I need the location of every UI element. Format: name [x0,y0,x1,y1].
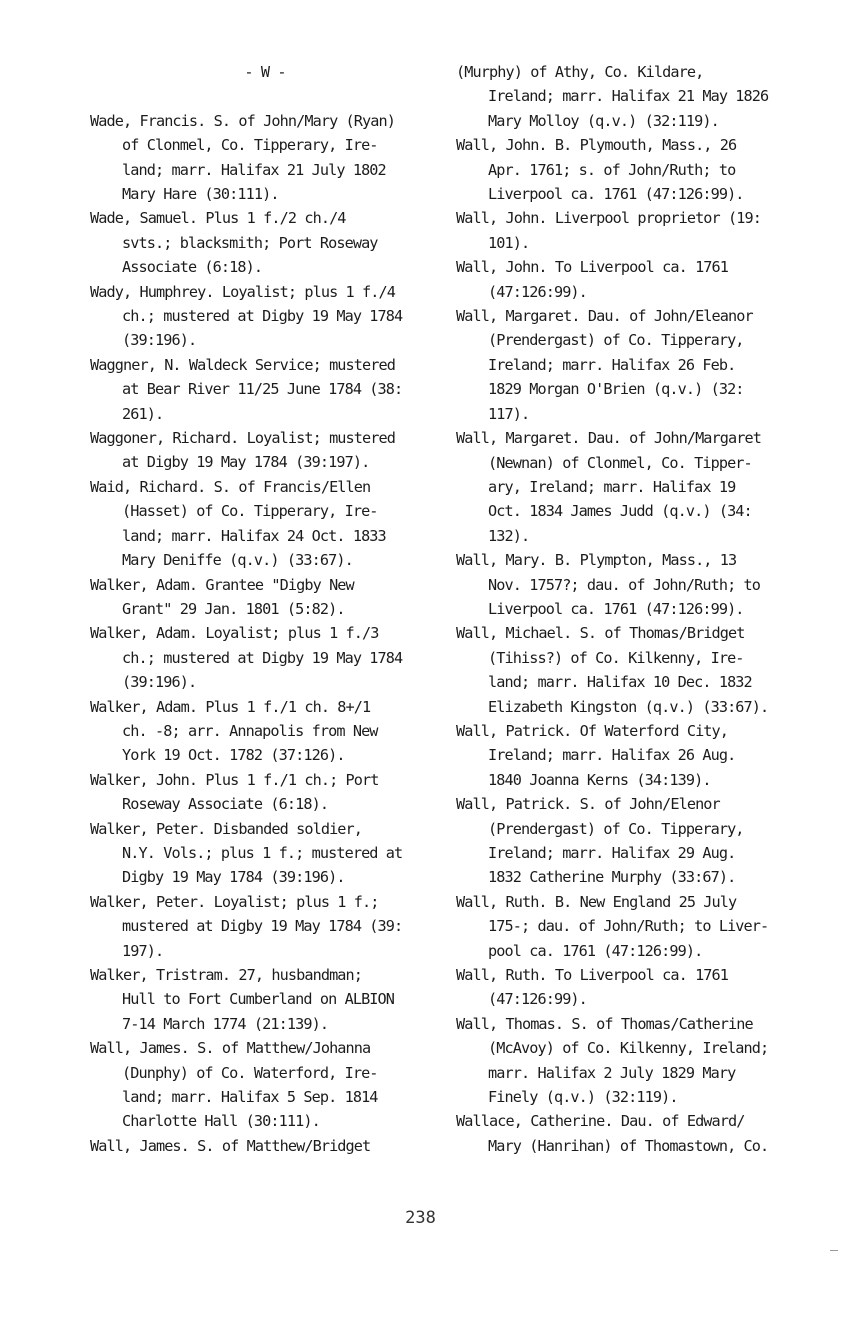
index-entry: Wady, Humphrey. Loyalist; plus 1 f./4 ch.; mustered at Digby 19 May 1784 (39:196). [90,282,403,350]
index-entry: Wall, John. To Liverpool ca. 1761 (47:126:99). [456,258,729,301]
index-entry: Walker, Adam. Loyalist; plus 1 f./3 ch.; mustered at Digby 19 May 1784 (39:196). [90,624,403,692]
index-entry: Wall, Patrick. Of Waterford City, Ireland; marr. Halifax 26 Aug. 1840 Joanna Kerns (34:139). [456,721,736,789]
index-entry: Walker, Tristram. 27, husbandman; Hull to Fort Cumberland on ALBION 7-14 March 1774 (21:139). [90,966,395,1033]
right-column [456,60,806,1158]
index-entry: Wall, Margaret. Dau. of John/Eleanor (Prendergast) of Co. Tipperary, Ireland; marr. Halifax 26 Feb. 1829 Morgan O'Brien (q.v.) (32: 117). [456,307,753,423]
index-entry: Walker, John. Plus 1 f./1 ch.; Port Roseway Associate (6:18). [90,770,379,814]
index-entry: Wall, Thomas. S. of Thomas/Catherine (McAvoy) of Co. Kilkenny, Ireland; marr. Halifax 2 July 1829 Mary Finely (q.v.) (32:119). [456,1014,769,1107]
left-entries [90,109,440,1158]
index-entry: Wallace, Catherine. Dau. of Edward/ Mary (Hanrihan) of Thomastown, Co. [456,1112,769,1155]
index-entry: Wade, Francis. S. of John/Mary (Ryan) of Clonmel, Co. Tipperary, Ire- land; marr. Halifax 21 July 1802 Mary Hare (30:111). [90,111,396,204]
index-entry: Wall, Ruth. To Liverpool ca. 1761 (47:126:99). [456,966,729,1009]
index-entry: Walker, Adam. Plus 1 f./1 ch. 8+/1 ch. -8; arr. Annapolis from New York 19 Oct. 1782 (37:126). [90,697,378,765]
index-entry: Wall, John. Liverpool proprietor (19: 101). [456,209,762,252]
index-entry: Waggoner, Richard. Loyalist; mustered at Digby 19 May 1784 (39:197). [90,429,396,472]
index-entry: Walker, Adam. Grantee "Digby New Grant" 29 Jan. 1801 (5:82). [90,575,354,618]
index-entry: Wall, James. S. of Matthew/Bridget [90,1136,371,1155]
section-heading: - W - [244,63,286,81]
index-entry: Waggner, N. Waldeck Service; mustered at Bear River 11/25 June 1784 (38: 261). [90,355,403,423]
index-entry: Wade, Samuel. Plus 1 f./2 ch./4 svts.; blacksmith; Port Roseway Associate (6:18). [90,209,378,277]
index-entry: Walker, Peter. Loyalist; plus 1 f.; mustered at Digby 19 May 1784 (39: 197). [90,892,403,960]
index-entry: Waid, Richard. S. of Francis/Ellen (Hasset) of Co. Tipperary, Ire- land; marr. Halifax 24 Oct. 1833 Mary Deniffe (q.v.) (33:67). [90,477,386,570]
index-entry: Wall, James. S. of Matthew/Johanna (Dunphy) of Co. Waterford, Ire- land; marr. Halifax 5 Sep. 1814 Charlotte Hall (30:111). [90,1039,378,1131]
right-entries [456,60,806,1158]
index-entry: (Murphy) of Athy, Co. Kildare, Ireland; marr. Halifax 21 May 1826 Mary Molloy (q.v.) (32:119). [456,63,769,130]
index-entry: Wall, Margaret. Dau. of John/Margaret (Newnan) of Clonmel, Co. Tipper- ary, Ireland; marr. Halifax 19 Oct. 1834 James Judd (q.v.) (34: 132). [456,429,762,545]
index-entry: Wall, Ruth. B. New England 25 July 175-; dau. of John/Ruth; to Liver- pool ca. 1761 (47:126:99). [456,892,769,960]
index-entry: Wall, Mary. B. Plympton, Mass., 13 Nov. 1757?; dau. of John/Ruth; to Liverpool ca. 1761 (47:126:99). [456,551,761,618]
index-entry: Walker, Peter. Disbanded soldier, N.Y. Vols.; plus 1 f.; mustered at Digby 19 May 1784 (39:196). [90,819,403,887]
edge-mark [830,1250,838,1251]
index-entry: Wall, Patrick. S. of John/Elenor (Prendergast) of Co. Tipperary, Ireland; marr. Halifax 29 Aug. 1832 Catherine Murphy (33:67). [456,795,744,887]
left-column [90,60,440,1158]
page-number: 238 [405,1208,436,1228]
index-entry: Wall, Michael. S. of Thomas/Bridget (Tihiss?) of Co. Kilkenny, Ire- land; marr. Halifax 10 Dec. 1832 Elizabeth Kingston (q.v.) (33:67). [456,624,769,716]
index-entry: Wall, John. B. Plymouth, Mass., 26 Apr. 1761; s. of John/Ruth; to Liverpool ca. 1761 (47:126:99). [456,136,744,204]
